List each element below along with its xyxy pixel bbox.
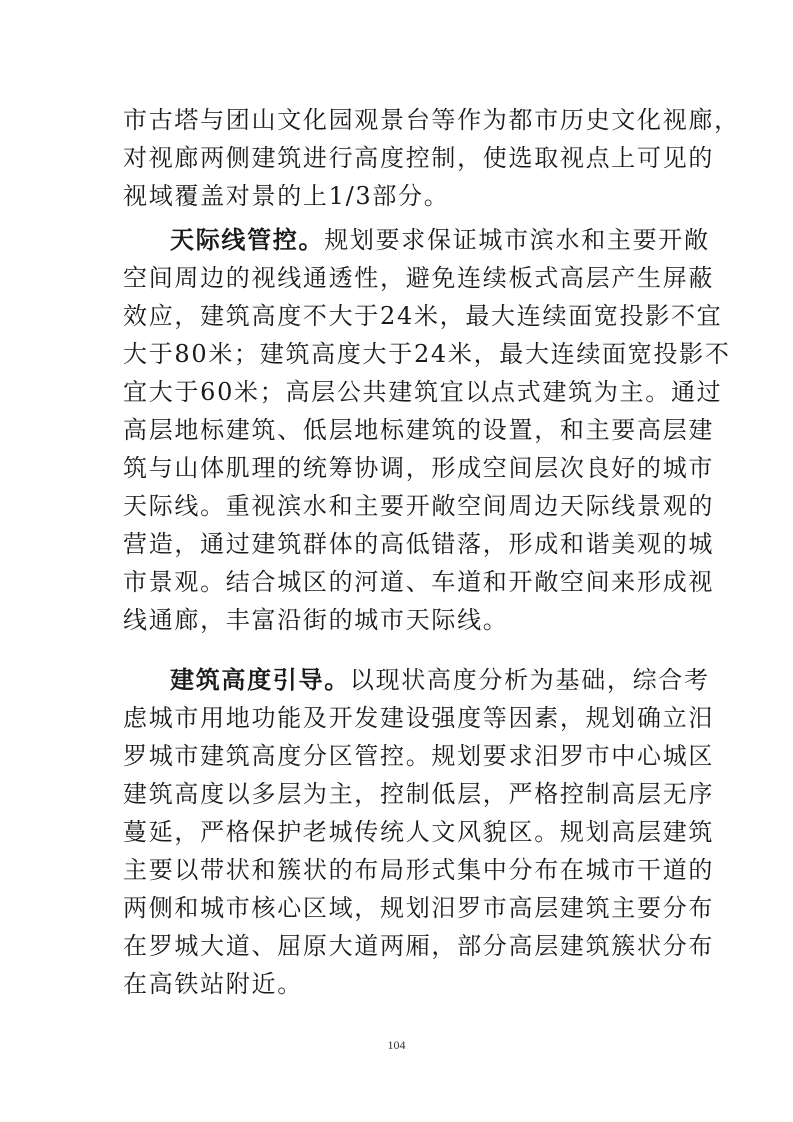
paragraph-1-line-3 (123, 178, 683, 214)
paragraph-1-line-2 (123, 140, 715, 176)
paragraph-2-line-5 (123, 374, 723, 410)
line-text: 宜大于60米；高层公共建筑宜以点式建筑为主。通过 (123, 378, 723, 406)
line-text: 空间周边的视线通透性，避免连续板式高层产生屏蔽 (123, 264, 715, 292)
paragraph-3-line-6 (123, 852, 715, 888)
line-text: 蔓延，严格保护老城传统人文风貌区。规划高层建筑 (123, 818, 715, 846)
paragraph-3-line-5 (123, 814, 715, 850)
paragraph-3-line-3 (123, 738, 715, 774)
paragraph-2-line-7 (123, 450, 715, 486)
line-text: 规划要求保证城市滨水和主要开敞 (324, 226, 710, 254)
paragraph-3-line-1 (170, 662, 730, 698)
line-text: 营造，通过建筑群体的高低错落，形成和谐美观的城 (123, 530, 715, 558)
paragraph-2-line-11 (123, 602, 683, 638)
paragraph-2-line-2 (123, 260, 715, 296)
line-text: 市古塔与团山文化园观景台等作为都市历史文化视廊， (123, 106, 740, 134)
paragraph-2-line-3 (123, 298, 723, 334)
line-text: 在罗城大道、屈原大道两厢，部分高层建筑簇状分布 (123, 932, 715, 960)
line-text: 市景观。结合城区的河道、车道和开敞空间来形成视 (123, 568, 715, 596)
line-text: 大于80米；建筑高度大于24米，最大连续面宽投影不 (123, 340, 731, 368)
line-text: 建筑高度以多层为主，控制低层，严格控制高层无序 (123, 780, 715, 808)
paragraph-3-line-9 (123, 966, 683, 1002)
line-text: 两侧和城市核心区域，规划汨罗市高层建筑主要分布 (123, 894, 715, 922)
section-heading-skyline: 天际线管控。 (170, 226, 325, 254)
line-text: 罗城市建筑高度分区管控。规划要求汨罗市中心城区 (123, 742, 715, 770)
line-text: 以现状高度分析为基础，综合考 (349, 666, 710, 694)
paragraph-2-line-1 (170, 222, 730, 258)
page-number: 104 (387, 1038, 406, 1052)
paragraph-3-line-7 (123, 890, 715, 926)
line-text: 高层地标建筑、低层地标建筑的设置，和主要高层建 (123, 416, 715, 444)
line-text: 效应，建筑高度不大于24米，最大连续面宽投影不宜 (123, 302, 723, 330)
line-text: 线通廊，丰富沿街的城市天际线。 (123, 606, 509, 634)
line-text: 对视廊两侧建筑进行高度控制，使选取视点上可见的 (123, 144, 715, 172)
paragraph-2-line-10 (123, 564, 715, 600)
paragraph-2-line-9 (123, 526, 715, 562)
paragraph-3-line-4 (123, 776, 715, 812)
section-heading-building-height: 建筑高度引导。 (170, 666, 350, 694)
line-text: 天际线。重视滨水和主要开敞空间周边天际线景观的 (123, 492, 715, 520)
line-text: 虑城市用地功能及开发建设强度等因素，规划确立汨 (123, 704, 715, 732)
line-text: 筑与山体肌理的统筹协调，形成空间层次良好的城市 (123, 454, 715, 482)
line-text: 主要以带状和簇状的布局形式集中分布在城市干道的 (123, 856, 715, 884)
paragraph-2-line-6 (123, 412, 715, 448)
line-text: 视域覆盖对景的上1/3部分。 (123, 182, 450, 210)
paragraph-3-line-8 (123, 928, 715, 964)
paragraph-2-line-4 (123, 336, 731, 372)
line-text: 在高铁站附近。 (123, 970, 303, 998)
paragraph-1-line-1 (123, 102, 740, 138)
paragraph-2-line-8 (123, 488, 715, 524)
paragraph-3-line-2 (123, 700, 715, 736)
